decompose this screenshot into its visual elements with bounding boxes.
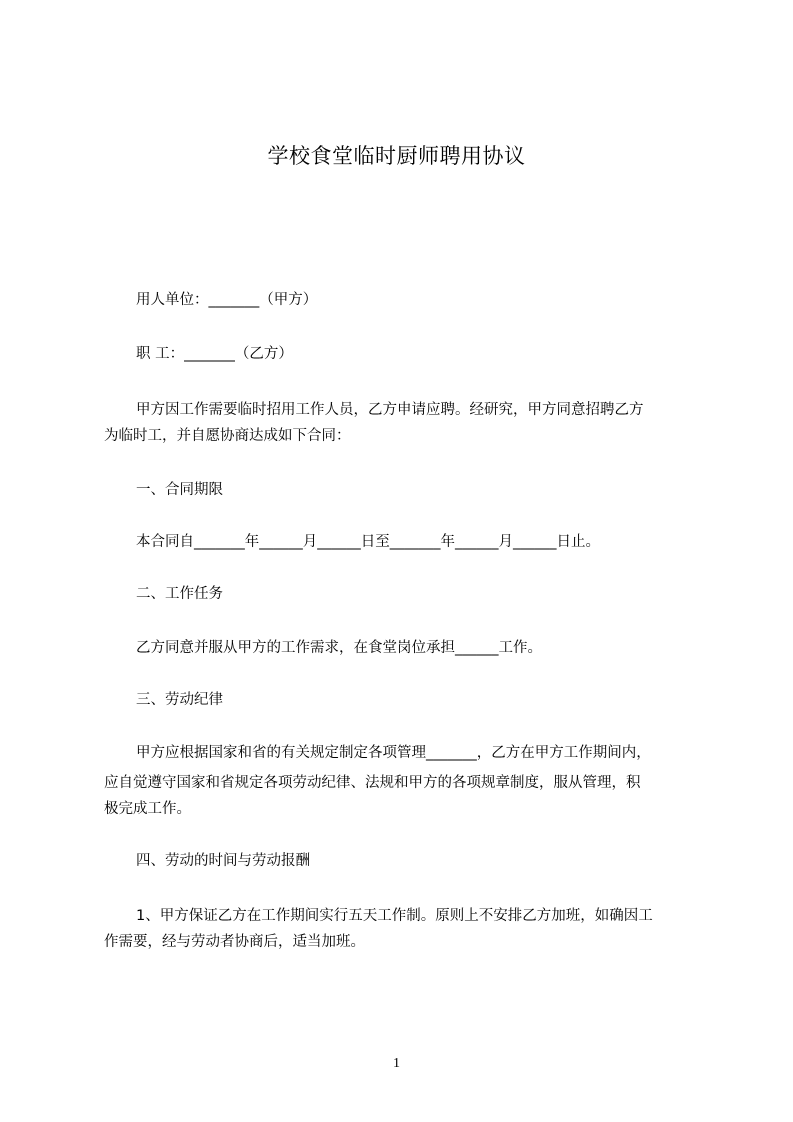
intro-line-2: 为临时工，并自愿协商达成如下合同： (104, 428, 351, 444)
section-3-line-3: 极完成工作。 (104, 801, 191, 817)
section-1-heading: 一、合同期限 (136, 482, 223, 498)
section-2-heading: 二、工作任务 (136, 586, 223, 602)
intro-line-1: 甲方因工作需要临时招用工作人员，乙方申请应聘。经研究，甲方同意招聘乙方 (136, 402, 644, 418)
section-3-line-1: 甲方应根据国家和省的有关规定制定各项管理_______，乙方在甲方工作期间内， (136, 745, 651, 761)
section-1-text: 本合同自_______年______月______日至_______年______月______日止。 (136, 534, 600, 550)
section-4-heading: 四、劳动的时间与劳动报酬 (136, 853, 310, 869)
page-number: 1 (393, 1056, 400, 1071)
document-title: 学校食堂临时厨师聘用协议 (267, 144, 526, 168)
section-3-line-2: 应自觉遵守国家和省规定各项劳动纪律、法规和甲方的各项规章制度，服从管理，积 (104, 775, 641, 791)
section-3-heading: 三、劳动纪律 (136, 692, 223, 708)
employer-line: 用人单位：_______（甲方） (136, 292, 318, 308)
section-4-item-1-line-1: 1、甲方保证乙方在工作期间实行五天工作制。原则上不安排乙方加班，如确因工 (136, 908, 653, 924)
section-2-text: 乙方同意并服从甲方的工作需求，在食堂岗位承担______工作。 (136, 640, 542, 656)
section-4-item-1-line-2: 作需要，经与劳动者协商后，适当加班。 (104, 934, 365, 950)
employee-line: 职 工：_______（乙方） (136, 346, 293, 362)
